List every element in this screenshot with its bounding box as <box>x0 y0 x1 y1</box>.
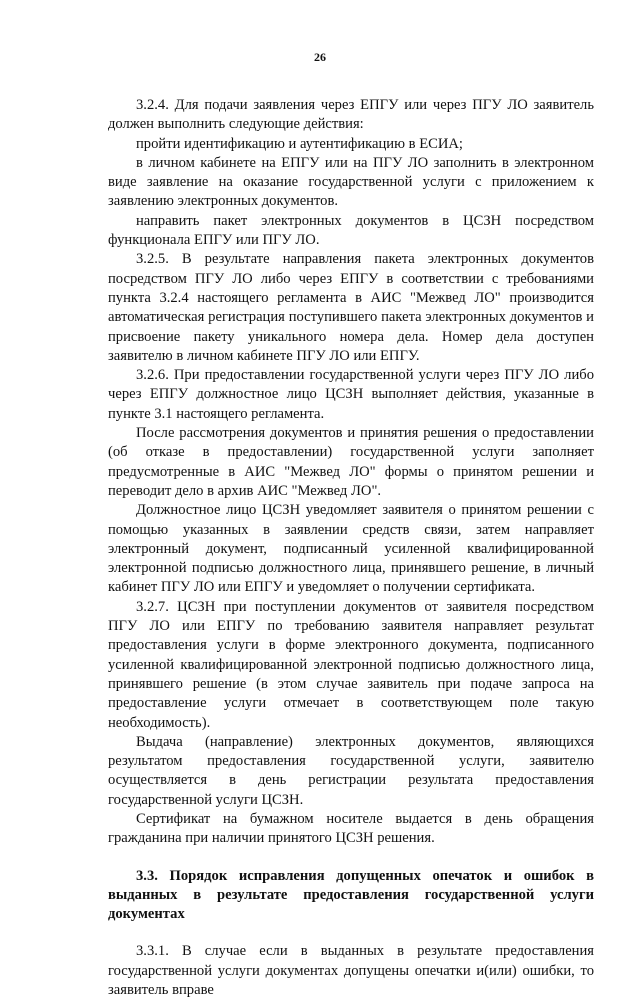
section-heading-3-3: 3.3. Порядок исправления допущенных опечаток и ошибок в выданных в результате предоставления государственной услуги документах <box>108 867 594 923</box>
paragraph-notification: Должностное лицо ЦСЗН уведомляет заявителя о принятом решении с помощью указанных в заявлении средств связи, затем направляет электронный документ, подписанный усиленной квалифицированной электронной подписью должностного лица, принявшего решение, в личный кабинет ПГУ ЛО или ЕПГУ и уведомляет о получении сертификата. <box>108 502 594 596</box>
paragraph-3-2-7: 3.2.7. ЦСЗН при поступлении документов от заявителя посредством ПГУ ЛО или ЕПГУ по требованию заявителя направляет результат предоставления услуги в форме электронного документа, подписанного усиленной квалифицированной электронной подписью должностного лица, принявшего решение (в этом случае заявитель при подаче запроса на предоставление услуги отмечает в соответствующем поле такую необходимость). <box>108 598 594 731</box>
paragraph-esia: пройти идентификацию и аутентификацию в ЕСИА; <box>136 135 463 152</box>
page-number: 26 <box>314 50 326 64</box>
paragraph-3-2-4: 3.2.4. Для подачи заявления через ЕПГУ или через ПГУ ЛО заявитель должен выполнить следующие действия: <box>108 97 594 133</box>
paragraph-issuance: Выдача (направление) электронных документов, являющихся результатом предоставления государственной услуги, заявителю осуществляется в день регистрации результата предоставления государственной услуги ЦСЗН. <box>108 733 594 808</box>
paragraph-3-2-6: 3.2.6. При предоставлении государственной услуги через ПГУ ЛО либо через ЕПГУ должностное лицо ЦСЗН выполняет действия, указанные в пункте 3.1 настоящего регламента. <box>108 367 594 422</box>
paragraph-3-2-5: 3.2.5. В результате направления пакета электронных документов посредством ПГУ ЛО либо через ЕПГУ в соответствии с требованиями пункта 3.2.4 настоящего регламента в АИС "Межвед ЛО" производится автоматическая регистрация поступившего пакета электронных документов и присвоение пакету уникального номера дела. Номер дела доступен заявителю в личном кабинете ПГУ ЛО или ЕПГУ. <box>108 251 594 364</box>
document-body <box>108 96 594 1000</box>
paragraph-3-3-1: 3.3.1. В случае если в выданных в результате предоставления государственной услуги документах допущены опечатки и(или) ошибки, то заявитель вправе <box>108 943 594 999</box>
paragraph-paper-certificate: Сертификат на бумажном носителе выдается в день обращения гражданина при наличии принятого ЦСЗН решения. <box>108 810 594 847</box>
paragraph-send-package: направить пакет электронных документов в ЦСЗН посредством функционала ЕПГУ или ПГУ ЛО. <box>108 212 594 249</box>
paragraph-personal-cabinet: в личном кабинете на ЕПГУ или на ПГУ ЛО заполнить в электронном виде заявление на оказание государственной услуги с приложением к заявлению электронных документов. <box>108 154 594 210</box>
paragraph-after-review: После рассмотрения документов и принятия решения о предоставлении (об отказе в предоставлении) государственной услуги заполняет предусмотренные в АИС "Межвед ЛО" формы о принятом решении и переводит дело в архив АИС "Межвед ЛО". <box>108 425 594 499</box>
